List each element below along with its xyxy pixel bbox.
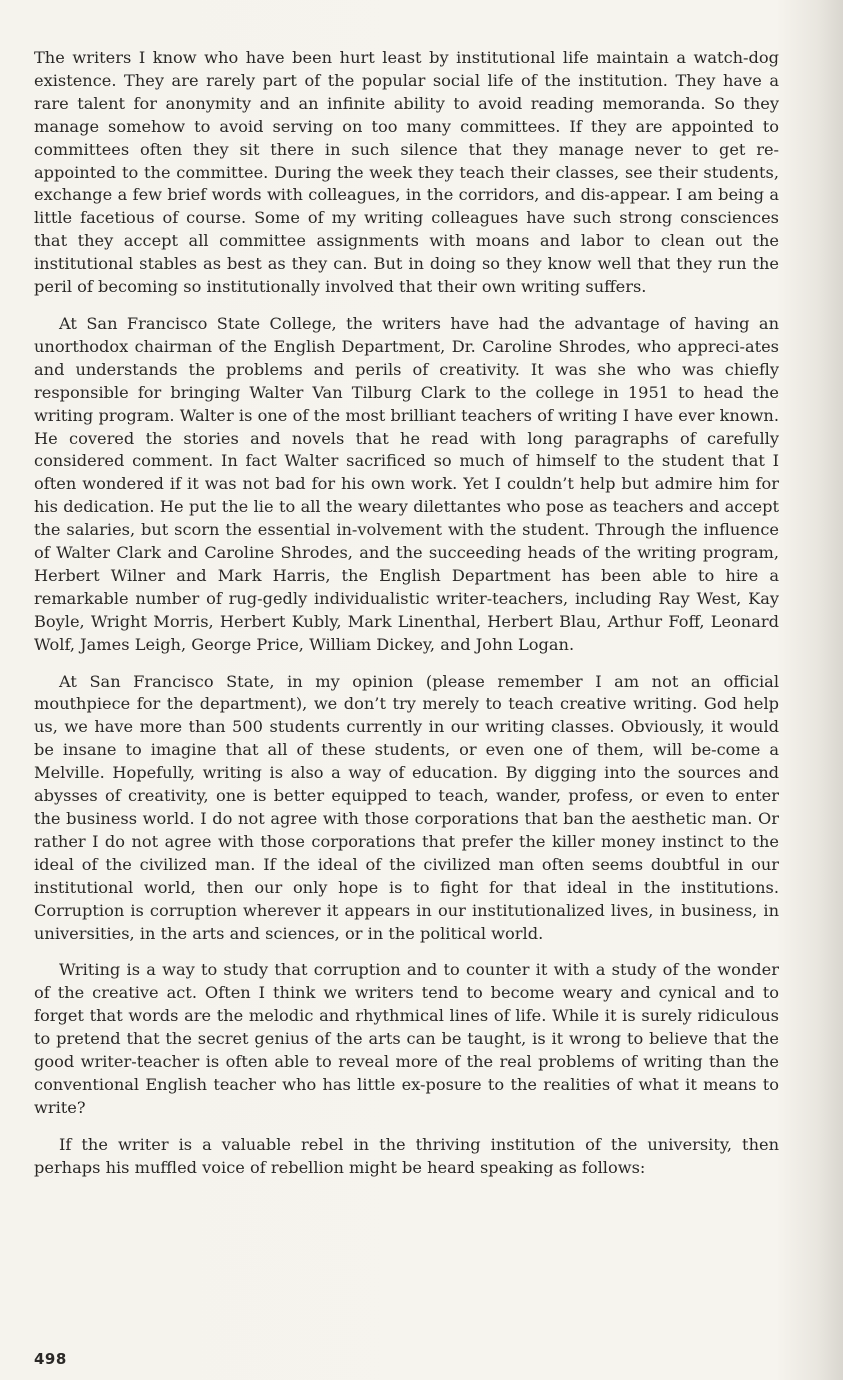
paragraph-3: At San Francisco State, in my opinion (please remember I am not an official mouthpiece for the department), we don’t try merely to teach creative writing. God help us, we have more than 500 students currently in our writing classes. Obviously, it would be insane to imagine that all of these students, or even one of them, will be-come a Melville. Hopefully, writing is also a way of education. By digging into the sources and abysses of creativity, one is better equipped to teach, wander, profess, or even to enter the business world. I do not agree with those corporations that ban the aesthetic man. Or rather I do not agree with those corporations that prefer the killer money instinct to the ideal of the civilized man. If the ideal of the civilized man often seems doubtful in our institutional world, then our only hope is to fight for that ideal in the institutions. Corruption is corruption wherever it appears in our institutionalized lives, in business, in universities, in the arts and sciences, or in the political world. (34, 671, 779, 943)
body-text (34, 47, 779, 1194)
paragraph-2: At San Francisco State College, the writers have had the advantage of having an unorthodox chairman of the English Department, Dr. Caroline Shrodes, who appreci-ates and understands the problems and perils of creativity. It was she who was chiefly responsible for bringing Walter Van Tilburg Clark to the college in 1951 to head the writing program. Walter is one of the most brilliant teachers of writing I have ever known. He covered the stories and novels that he read with long paragraphs of carefully considered comment. In fact Walter sacrificed so much of himself to the student that I often wondered if it was not bad for his own work. Yet I couldn’t help but admire him for his dedication. He put the lie to all the weary dilettantes who pose as teachers and accept the salaries, but scorn the essential in-volvement with the student. Through the influence of Walter Clark and Caroline Shrodes, and the succeeding heads of the writing program, Herbert Wilner and Mark Harris, the English Department has been able to hire a remarkable number of rug-gedly individualistic writer-teachers, including Ray West, Kay Boyle, Wright Morris, Herbert Kubly, Mark Linenthal, Herbert Blau, Arthur Foff, Leonard Wolf, James Leigh, George Price, William Dickey, and John Logan. (34, 313, 779, 654)
page-number: 498 (34, 1350, 67, 1368)
paragraph-5: If the writer is a valuable rebel in the thriving institution of the university, then perhaps his muffled voice of rebellion might be heard speaking as follows: (34, 1134, 779, 1177)
paragraph-4: Writing is a way to study that corruption and to counter it with a study of the wonder of the creative act. Often I think we writers tend to become weary and cynical and to forget that words are the melodic and rhythmical lines of life. While it is surely ridiculous to pretend that the secret genius of the arts can be taught, is it wrong to believe that the good writer-teacher is often able to reveal more of the real problems of writing than the conventional English teacher who has little ex-posure to the realities of what it means to write? (34, 960, 779, 1117)
paragraph-1: The writers I know who have been hurt least by institutional life maintain a watch-dog existence. They are rarely part of the popular social life of the institution. They have a rare talent for anonymity and an infinite ability to avoid reading memoranda. So they manage somehow to avoid serving on too many committees. If they are appointed to committees often they sit there in such silence that they manage never to get re-appointed to the committee. During the week they teach their classes, see their students, exchange a few brief words with colleagues, in the corridors, and dis-appear. I am being a little facetious of course. Some of my writing colleagues have such strong consciences that they accept all committee assignments with moans and labor to clean out the institutional stables as best as they can. But in doing so they know well that they run the peril of becoming so institutionally involved that their own writing suffers. (34, 48, 779, 297)
